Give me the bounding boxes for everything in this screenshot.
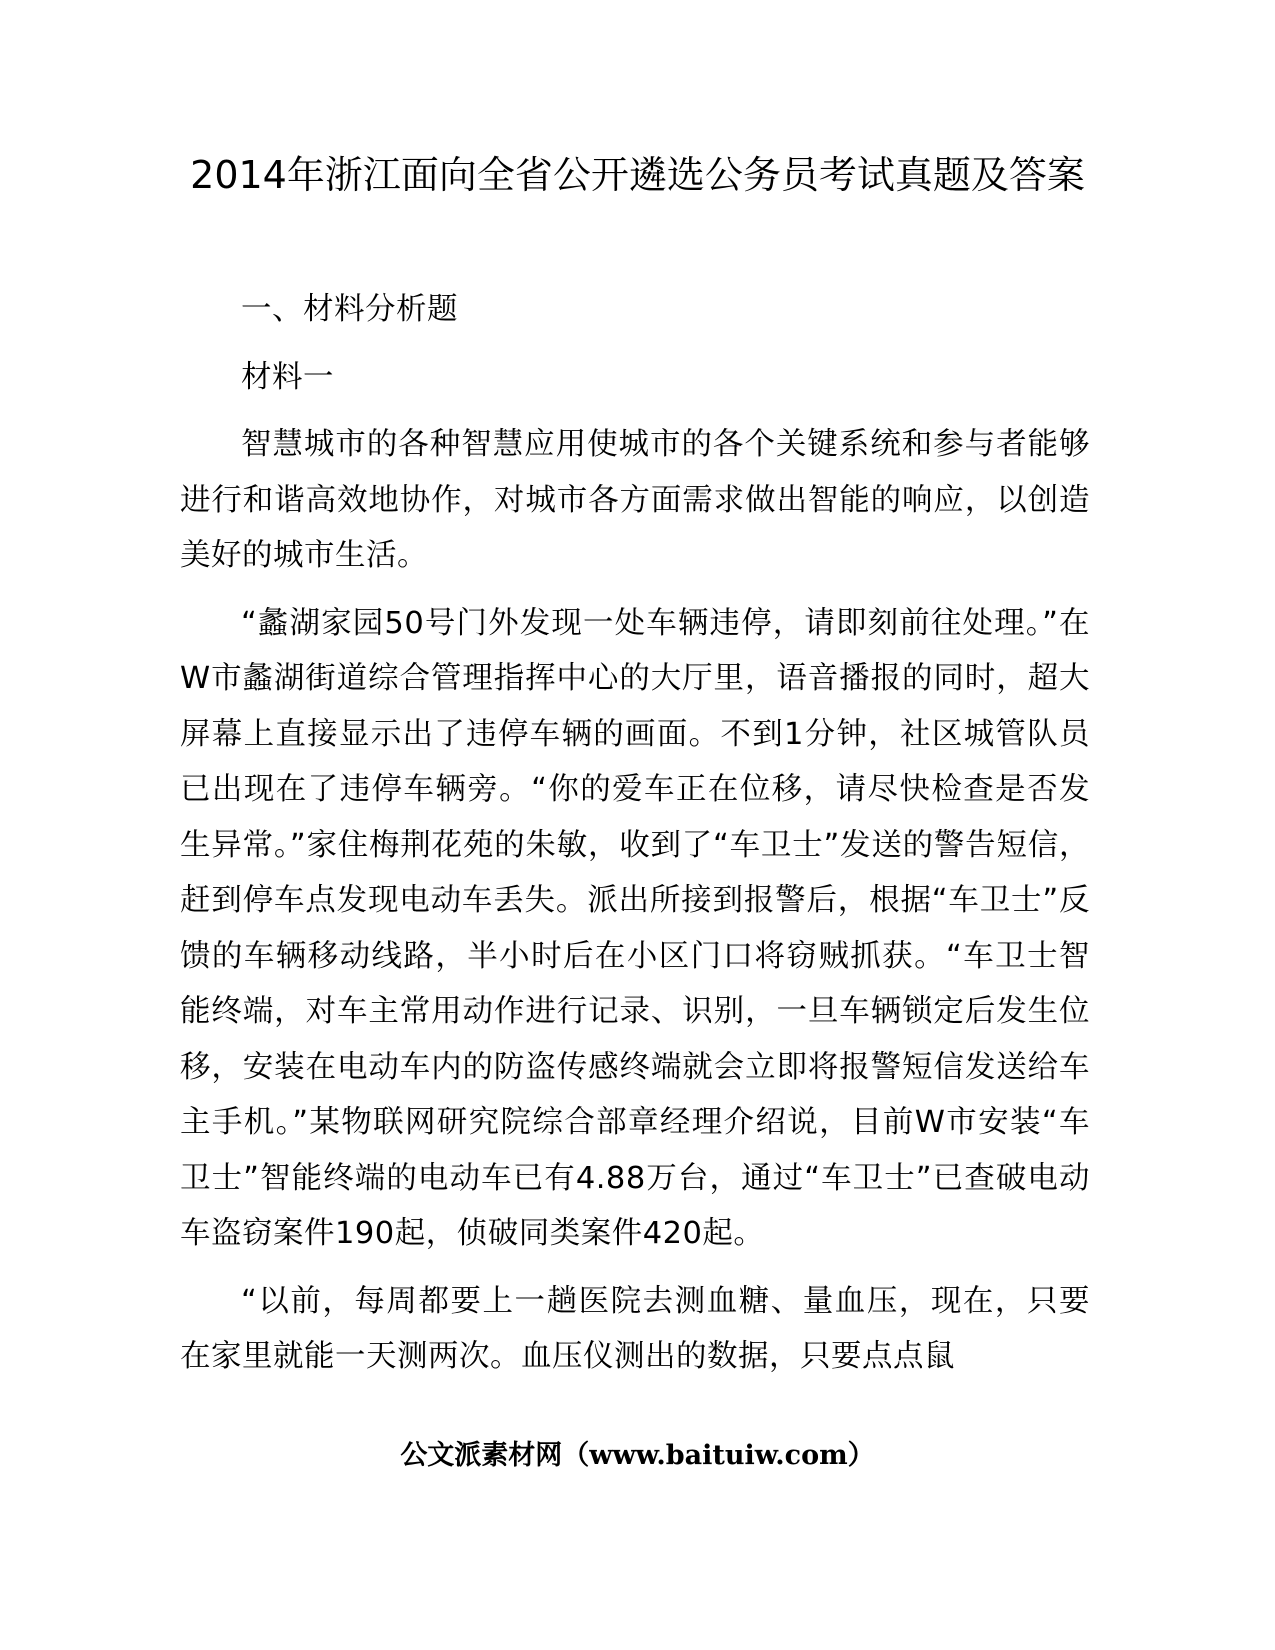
document-title: 2014年浙江面向全省公开遴选公务员考试真题及答案 [190,153,1085,197]
section-heading: 一、材料分析题 [241,292,458,327]
paragraph: 智慧城市的各种智慧应用使城市的各个关键系统和参与者能够进行和谐高效地协作，对城市各方面需求做出智能的响应，以创造美好的城市生活。 [180,427,1090,573]
document-body [180,282,1090,1385]
paragraph: “以前，每周都要上一趟医院去测血糖、量血压，现在，只要在家里就能一天测两次。血压仪测出的数据，只要点点鼠 [180,1283,1090,1374]
footer-watermark: 公文派素材网（www.baituiw.com） [400,1440,875,1471]
paragraph: “蠡湖家园50号门外发现一处车辆违停，请即刻前往处理。”在W市蠡湖街道综合管理指挥中心的大厅里，语音播报的同时，超大屏幕上直接显示出了违停车辆的画面。不到1分钟，社区城管队员已出现在了违停车辆旁。“你的爱车正在位移，请尽快检查是否发生异常。”家住梅荆花苑的朱敏，收到了“车卫士”发送的警告短信，赶到停车点发现电动车丢失。派出所接到报警后，根据“车卫士”反馈的车辆移动线路，半小时后在小区门口将窃贼抓获。“车卫士智能终端，对车主常用动作进行记录、识别，一旦车辆锁定后发生位移，安装在电动车内的防盗传感终端就会立即将报警短信发送给车主手机。”某物联网研究院综合部章经理介绍说，目前W市安装“车卫士”智能终端的电动车已有4.88万台，通过“车卫士”已查破电动车盗窃案件190起，侦破同类案件420起。 [180,605,1090,1251]
material-label: 材料一 [241,359,334,395]
